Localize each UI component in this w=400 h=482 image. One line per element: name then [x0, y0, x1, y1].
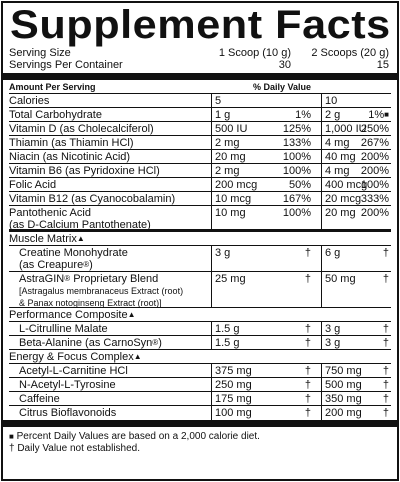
footnote-pdv-text: Percent Daily Values are based on a 2,000 calorie diet. — [16, 431, 260, 442]
amount-b: 200 mg — [325, 407, 362, 419]
beta-alanine-row — [9, 336, 391, 350]
calories-b: 10 — [325, 95, 338, 107]
amount-b: 20 mcg — [325, 193, 362, 205]
energy-list — [9, 364, 391, 420]
panel-title: Supplement Facts — [10, 3, 391, 47]
table-header — [9, 80, 391, 94]
amount-a: 100 mg — [215, 407, 252, 419]
name: Folic Acid — [9, 179, 57, 191]
pantothenic-row — [9, 206, 391, 232]
amount-b: 4 mg — [325, 165, 350, 177]
dv-b-wrap — [368, 108, 389, 122]
reg-mark: ® — [152, 338, 159, 347]
servings-2: 15 — [376, 59, 389, 71]
serving-size-2: 2 Scoops (20 g) — [311, 47, 389, 59]
table-row — [9, 108, 391, 122]
calories-row — [9, 94, 391, 108]
performance-heading — [9, 308, 391, 322]
triangle-mark: ▲ — [127, 310, 136, 319]
footnote-pdv — [9, 431, 391, 443]
creatine-name-1: Creatine Monohydrate — [19, 247, 128, 259]
amount-a: 175 mg — [215, 393, 252, 405]
servings-label: Servings Per Container — [9, 59, 123, 71]
beta-alanine-name: Beta-Alanine (as CarnoSyn — [19, 337, 153, 349]
astragin-name-3: & Panax notoginseng Extract (root)] — [19, 298, 162, 308]
pantothenic-name-1: Pantothenic Acid — [9, 207, 91, 219]
dv-a: 133% — [282, 137, 311, 149]
dv-b: † — [382, 365, 389, 377]
serving-size-1: 1 Scoop (10 g) — [218, 47, 291, 59]
dv-header: % Daily Value — [252, 82, 311, 92]
dv-a: 100% — [282, 151, 311, 163]
dv-b: † — [382, 379, 389, 391]
serving-size-row — [9, 47, 391, 59]
pantothenic-dvb: 200% — [360, 207, 389, 219]
beta-alanine-name-end: ) — [158, 337, 162, 349]
name: Vitamin B6 (as Pyridoxine HCl) — [9, 165, 160, 177]
table-row — [9, 406, 391, 420]
table-row — [9, 150, 391, 164]
reg-mark: ® — [64, 274, 71, 283]
amount-a: 2 mg — [215, 165, 240, 177]
dv-b: 200% — [360, 151, 389, 163]
amount-b: 40 mg — [325, 151, 356, 163]
citrulline-b: 3 g — [325, 323, 341, 335]
citrulline-dvb: † — [382, 323, 389, 335]
triangle-mark: ▲ — [133, 352, 142, 361]
astragin-name-1-end: Proprietary Blend — [70, 273, 159, 285]
table-row — [9, 122, 391, 136]
name: Acetyl-L-Carnitine HCl — [19, 365, 128, 377]
square-mark: ■ — [9, 432, 14, 441]
astragin-name-2: [Astragalus membranaceus Extract (root) — [19, 286, 184, 296]
amount-a: 10 mcg — [215, 193, 252, 205]
creatine-dvb: † — [382, 247, 389, 259]
amount-b: 2 g — [325, 109, 341, 121]
dv-a: 50% — [288, 179, 311, 191]
citrulline-a: 1.5 g — [215, 323, 240, 335]
creatine-b: 6 g — [325, 247, 341, 259]
dv-b: † — [382, 393, 389, 405]
amount-per-serving-label: Amount Per Serving — [9, 82, 96, 92]
amount-b: 1,000 IU — [325, 123, 367, 135]
amount-a: 250 mg — [215, 379, 252, 391]
thick-rule-bottom — [3, 420, 397, 427]
citrulline-row — [9, 322, 391, 336]
triangle-mark: ▲ — [76, 234, 85, 243]
performance-title: Performance Composite — [9, 309, 128, 321]
table-row — [9, 164, 391, 178]
muscle-title: Muscle Matrix — [9, 233, 77, 245]
thick-rule — [3, 73, 397, 80]
amount-a: 200 mcg — [215, 179, 258, 191]
beta-alanine-dva: † — [304, 337, 311, 349]
citrulline-name: L-Citrulline Malate — [19, 323, 108, 335]
astragin-dva: † — [304, 273, 311, 285]
name: Niacin (as Nicotinic Acid) — [9, 151, 131, 163]
dv-b: 100% — [360, 179, 389, 191]
dv-a: † — [304, 379, 311, 391]
dv-b: 333% — [360, 193, 389, 205]
serving-size-label: Serving Size — [9, 47, 71, 59]
servings-per-container-row — [9, 59, 391, 71]
astragin-a: 25 mg — [215, 273, 246, 285]
dv-b: 1% — [368, 109, 385, 121]
pantothenic-name-2: (as D-Calcium Pantothenate) — [9, 219, 151, 231]
creatine-a: 3 g — [215, 247, 231, 259]
dv-a: † — [304, 365, 311, 377]
beta-alanine-a: 1.5 g — [215, 337, 240, 349]
name: N-Acetyl-L-Tyrosine — [19, 379, 116, 391]
dv-a: † — [304, 393, 311, 405]
table-row — [9, 378, 391, 392]
amount-a: 500 IU — [215, 123, 248, 135]
dv-a: 100% — [282, 165, 311, 177]
calories-a: 5 — [215, 95, 222, 107]
dv-a: 167% — [282, 193, 311, 205]
astragin-dvb: † — [382, 273, 389, 285]
beta-alanine-b: 3 g — [325, 337, 341, 349]
amount-a: 1 g — [215, 109, 231, 121]
pantothenic-dva: 100% — [282, 207, 311, 219]
footnote-dagger: † Daily Value not established. — [9, 443, 141, 454]
amount-a: 375 mg — [215, 365, 252, 377]
energy-title: Energy & Focus Complex — [9, 351, 134, 363]
dv-b: 267% — [360, 137, 389, 149]
creatine-row — [9, 246, 391, 272]
reg-mark: ® — [83, 260, 90, 269]
dv-b: † — [382, 407, 389, 419]
table-row — [9, 392, 391, 406]
amount-b: 400 mcg — [325, 179, 368, 191]
dv-b: 200% — [360, 165, 389, 177]
pantothenic-a: 10 mg — [215, 207, 246, 219]
nutrient-list — [9, 108, 391, 206]
table-row — [9, 136, 391, 150]
dv-a: † — [304, 407, 311, 419]
name: Vitamin B12 (as Cyanocobalamin) — [9, 193, 176, 205]
beta-alanine-dvb: † — [382, 337, 389, 349]
name: Thiamin (as Thiamin HCl) — [9, 137, 134, 149]
table-row — [9, 364, 391, 378]
creatine-name-2: (as Creapure — [19, 259, 84, 271]
dv-a: 125% — [282, 123, 311, 135]
amount-a: 20 mg — [215, 151, 246, 163]
name: Caffeine — [19, 393, 60, 405]
servings-1: 30 — [278, 59, 291, 71]
name: Total Carbohydrate — [9, 109, 102, 121]
table-row — [9, 192, 391, 206]
citrulline-dva: † — [304, 323, 311, 335]
supplement-facts-panel — [1, 1, 399, 481]
amount-b: 500 mg — [325, 379, 362, 391]
table-row — [9, 178, 391, 192]
amount-b: 750 mg — [325, 365, 362, 377]
amount-b: 350 mg — [325, 393, 362, 405]
creatine-name-2-end: ) — [89, 259, 93, 271]
astragin-b: 50 mg — [325, 273, 356, 285]
calories-label: Calories — [9, 95, 50, 107]
amount-a: 2 mg — [215, 137, 240, 149]
amount-b: 4 mg — [325, 137, 350, 149]
dv-b: 250% — [360, 123, 389, 135]
name: Citrus Bioflavonoids — [19, 407, 117, 419]
square-mark: ■ — [384, 110, 389, 119]
pantothenic-b: 20 mg — [325, 207, 356, 219]
dv-a: 1% — [295, 109, 311, 121]
energy-heading — [9, 350, 391, 364]
astragin-name-1: AstraGIN — [19, 273, 65, 285]
astragin-row — [9, 272, 391, 308]
creatine-dva: † — [304, 247, 311, 259]
name: Vitamin D (as Cholecalciferol) — [9, 123, 154, 135]
muscle-matrix-heading — [9, 232, 391, 246]
